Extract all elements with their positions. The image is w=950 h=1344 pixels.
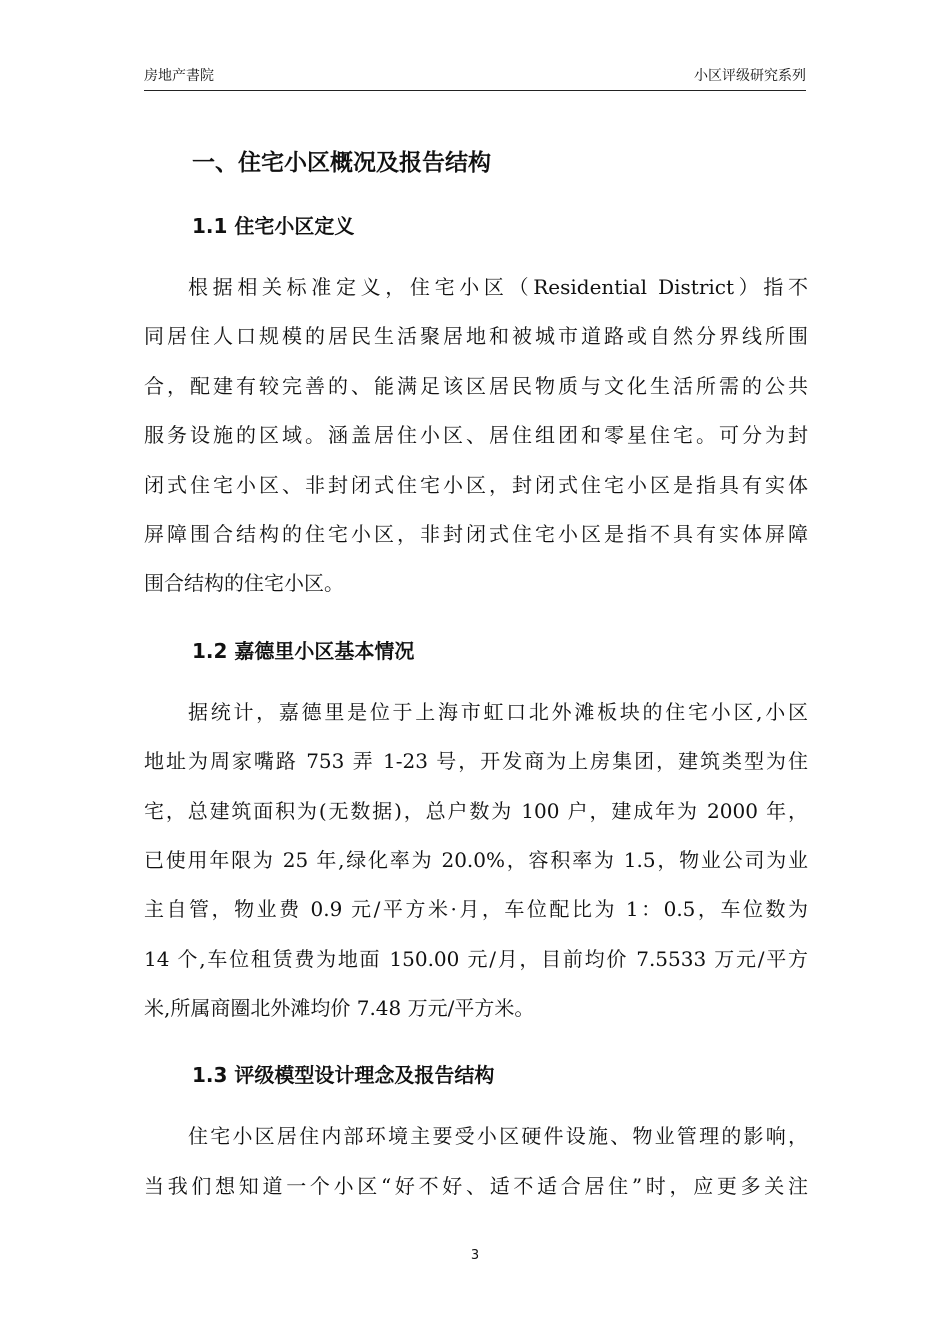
text-line: 同居住人口规模的居民生活聚居地和被城市道路或自然分界线所围 (144, 324, 808, 349)
page-header (144, 66, 806, 91)
paragraph-model-design (144, 1112, 808, 1211)
text-line: 屏障围合结构的住宅小区，非封闭式住宅小区是指不具有实体屏障 (144, 521, 808, 546)
text-line: 主自管，物业费 0.9 元/平方米·月，车位配比为 1：0.5，车位数为 (144, 897, 808, 922)
text-line: 据统计，嘉德里是位于上海市虹口北外滩板块的住宅小区,小区 (188, 699, 808, 724)
text-line: 14 个,车位租赁费为地面 150.00 元/月，目前均价 7.5533 万元/平方 (144, 946, 808, 971)
paragraph-basic-info (144, 688, 808, 1034)
text-line: 宅，总建筑面积为(无数据)，总户数为 100 户，建成年为 2000 年， (144, 798, 808, 823)
header-left-text: 房地产書院 (144, 68, 214, 84)
text-line: 闭式住宅小区、非封闭式住宅小区，封闭式住宅小区是指具有实体 (144, 472, 808, 497)
text-line: 已使用年限为 25 年,绿化率为 20.0%，容积率为 1.5，物业公司为业 (144, 847, 808, 872)
paragraph-definition (144, 263, 808, 609)
text-line: 根据相关标准定义，住宅小区（Residential District）指不 (188, 275, 808, 299)
page-number: 3 (470, 1248, 480, 1263)
text-line: 米,所属商圈北外滩均价 7.48 万元/平方米。 (144, 996, 535, 1021)
subsection-heading-1-2: 1.2 嘉德里小区基本情况 (192, 638, 415, 663)
subsection-heading-1-3: 1.3 评级模型设计理念及报告结构 (192, 1063, 495, 1088)
subsection-heading-1-1: 1.1 住宅小区定义 (192, 214, 355, 238)
text-line: 合，配建有较完善的、能满足该区居民物质与文化生活所需的公共 (144, 373, 808, 398)
text-line: 围合结构的住宅小区。 (144, 571, 344, 596)
document-body (144, 140, 808, 1211)
section-heading: 一、住宅小区概况及报告结构 (192, 150, 491, 176)
text-line: 服务设施的区域。涵盖居住小区、居住组团和零星住宅。可分为封 (144, 423, 808, 448)
text-line: 地址为周家嘴路 753 弄 1-23 号，开发商为上房集团，建筑类型为住 (144, 749, 808, 774)
text-line: 住宅小区居住内部环境主要受小区硬件设施、物业管理的影响， (188, 1124, 808, 1149)
header-right-text: 小区评级研究系列 (694, 68, 806, 84)
text-line: 当我们想知道一个小区“好不好、适不适合居住”时，应更多关注 (144, 1173, 808, 1198)
